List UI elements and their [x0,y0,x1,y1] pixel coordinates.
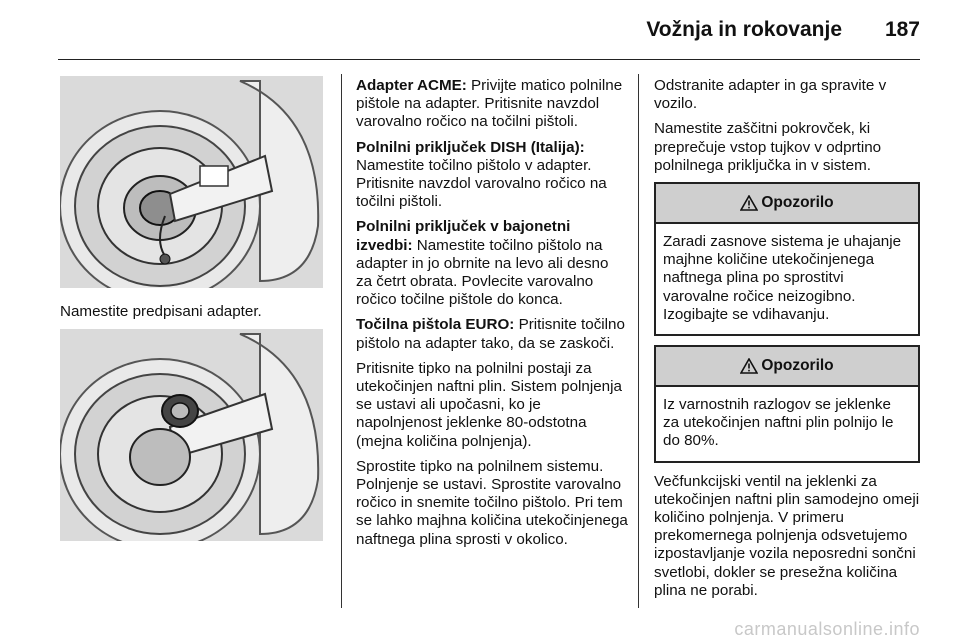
warning-triangle-icon [740,358,758,374]
paragraph-dish [356,139,628,212]
warning-header-1 [656,184,918,224]
paragraph-protective-cap: Namestite zaščitni pokrovček, ki preprečuje vstop tujkov v odprtino polnilnega priključka in v sistem. [654,120,882,174]
paragraph-multifunction-valve: Večfunkcijski ventil na jeklenki za utekočinjen naftni plin samodejno omeji količino polnjenja. V primeru prekomernega polnjenja odsvetujemo izpostavljanje vozila neposredni sončni svetlobi, dokler se presežna količina plina ne porabi. [654,472,920,599]
text-bayonet: Namestite točilno pištolo na adapter in jo obrnite na levo ali desno za četrt obrata. Povlecite varovalno ročico točilne pištole do konca. [356,236,609,309]
page-title: Vožnja in rokovanje [646,18,842,41]
text-adapter-acme: Privijte matico polnilne pištole na adapter. Pritisnite navzdol varovalno ročico na točilni pištoli. [356,77,623,131]
paragraph-adapter-acme [356,77,628,132]
term-euro: Točilna pištola EURO: [356,316,515,334]
figure-caption: Namestite predpisani adapter. [60,303,262,320]
figure-fuel-filler-adapter-installed [60,329,323,541]
term-adapter-acme: Adapter ACME: [356,77,467,94]
warning-body-2: Iz varnostnih razlogov se jeklenke za utekočinjen naftni plin polnijo le do 80%. [663,396,894,450]
warning-triangle-icon [740,195,758,211]
warning-title-2: Opozorilo [761,356,834,374]
header-divider [58,59,920,60]
right-column [654,77,920,607]
warning-box-2 [654,345,920,463]
term-bayonet: Polnilni priključek v bajonetni izvedbi: [356,218,571,254]
watermark: carmanualsonline.info [734,619,920,639]
column-divider-right [638,74,639,608]
paragraph-bayonet [356,218,628,309]
fuel-filler-illustration-2 [60,329,323,541]
term-dish: Polnilni priključek DISH (Italija): [356,138,585,156]
warning-header-2 [656,347,918,387]
middle-column [356,77,628,556]
figure-fuel-filler-adapter-open [60,76,323,288]
warning-body-1: Zaradi zasnove sistema je uhajanje majhne količine utekočinjenega naftnega plina po sprostitvi varovalne ročice neizogibno. Izogibajte se vdihavanju. [663,233,902,323]
paragraph-euro [356,316,628,352]
paragraph-remove-adapter: Odstranite adapter in ga spravite v vozilo. [654,77,887,113]
fuel-filler-illustration-1 [60,76,323,288]
page-number: 187 [884,18,920,41]
warning-title-1: Opozorilo [761,193,834,211]
text-euro: Pritisnite točilno pištolo na adapter tako, da se zaskoči. [356,316,625,352]
paragraph-release-button: Sprostite tipko na polnilnem sistemu. Polnjenje se ustavi. Sprostite varovalno ročico in snemite točilno pištolo. Pri tem se lahko majhna količina utekočinjenega naftnega plina sprosti v okolico. [356,457,628,548]
warning-box-1 [654,182,920,336]
column-divider-left [341,74,342,608]
paragraph-press-button: Pritisnite tipko na polnilni postaji za utekočinjen naftni plin. Sistem polnjenja se ustavi ali upočasni, ko je napolnjenost jeklenke 80-odstotna (mejna količina polnjenja). [356,359,622,450]
text-dish: Namestite točilno pištolo v adapter. Pritisnite navzdol varovalno ročico na točilni pištoli. [356,156,607,211]
